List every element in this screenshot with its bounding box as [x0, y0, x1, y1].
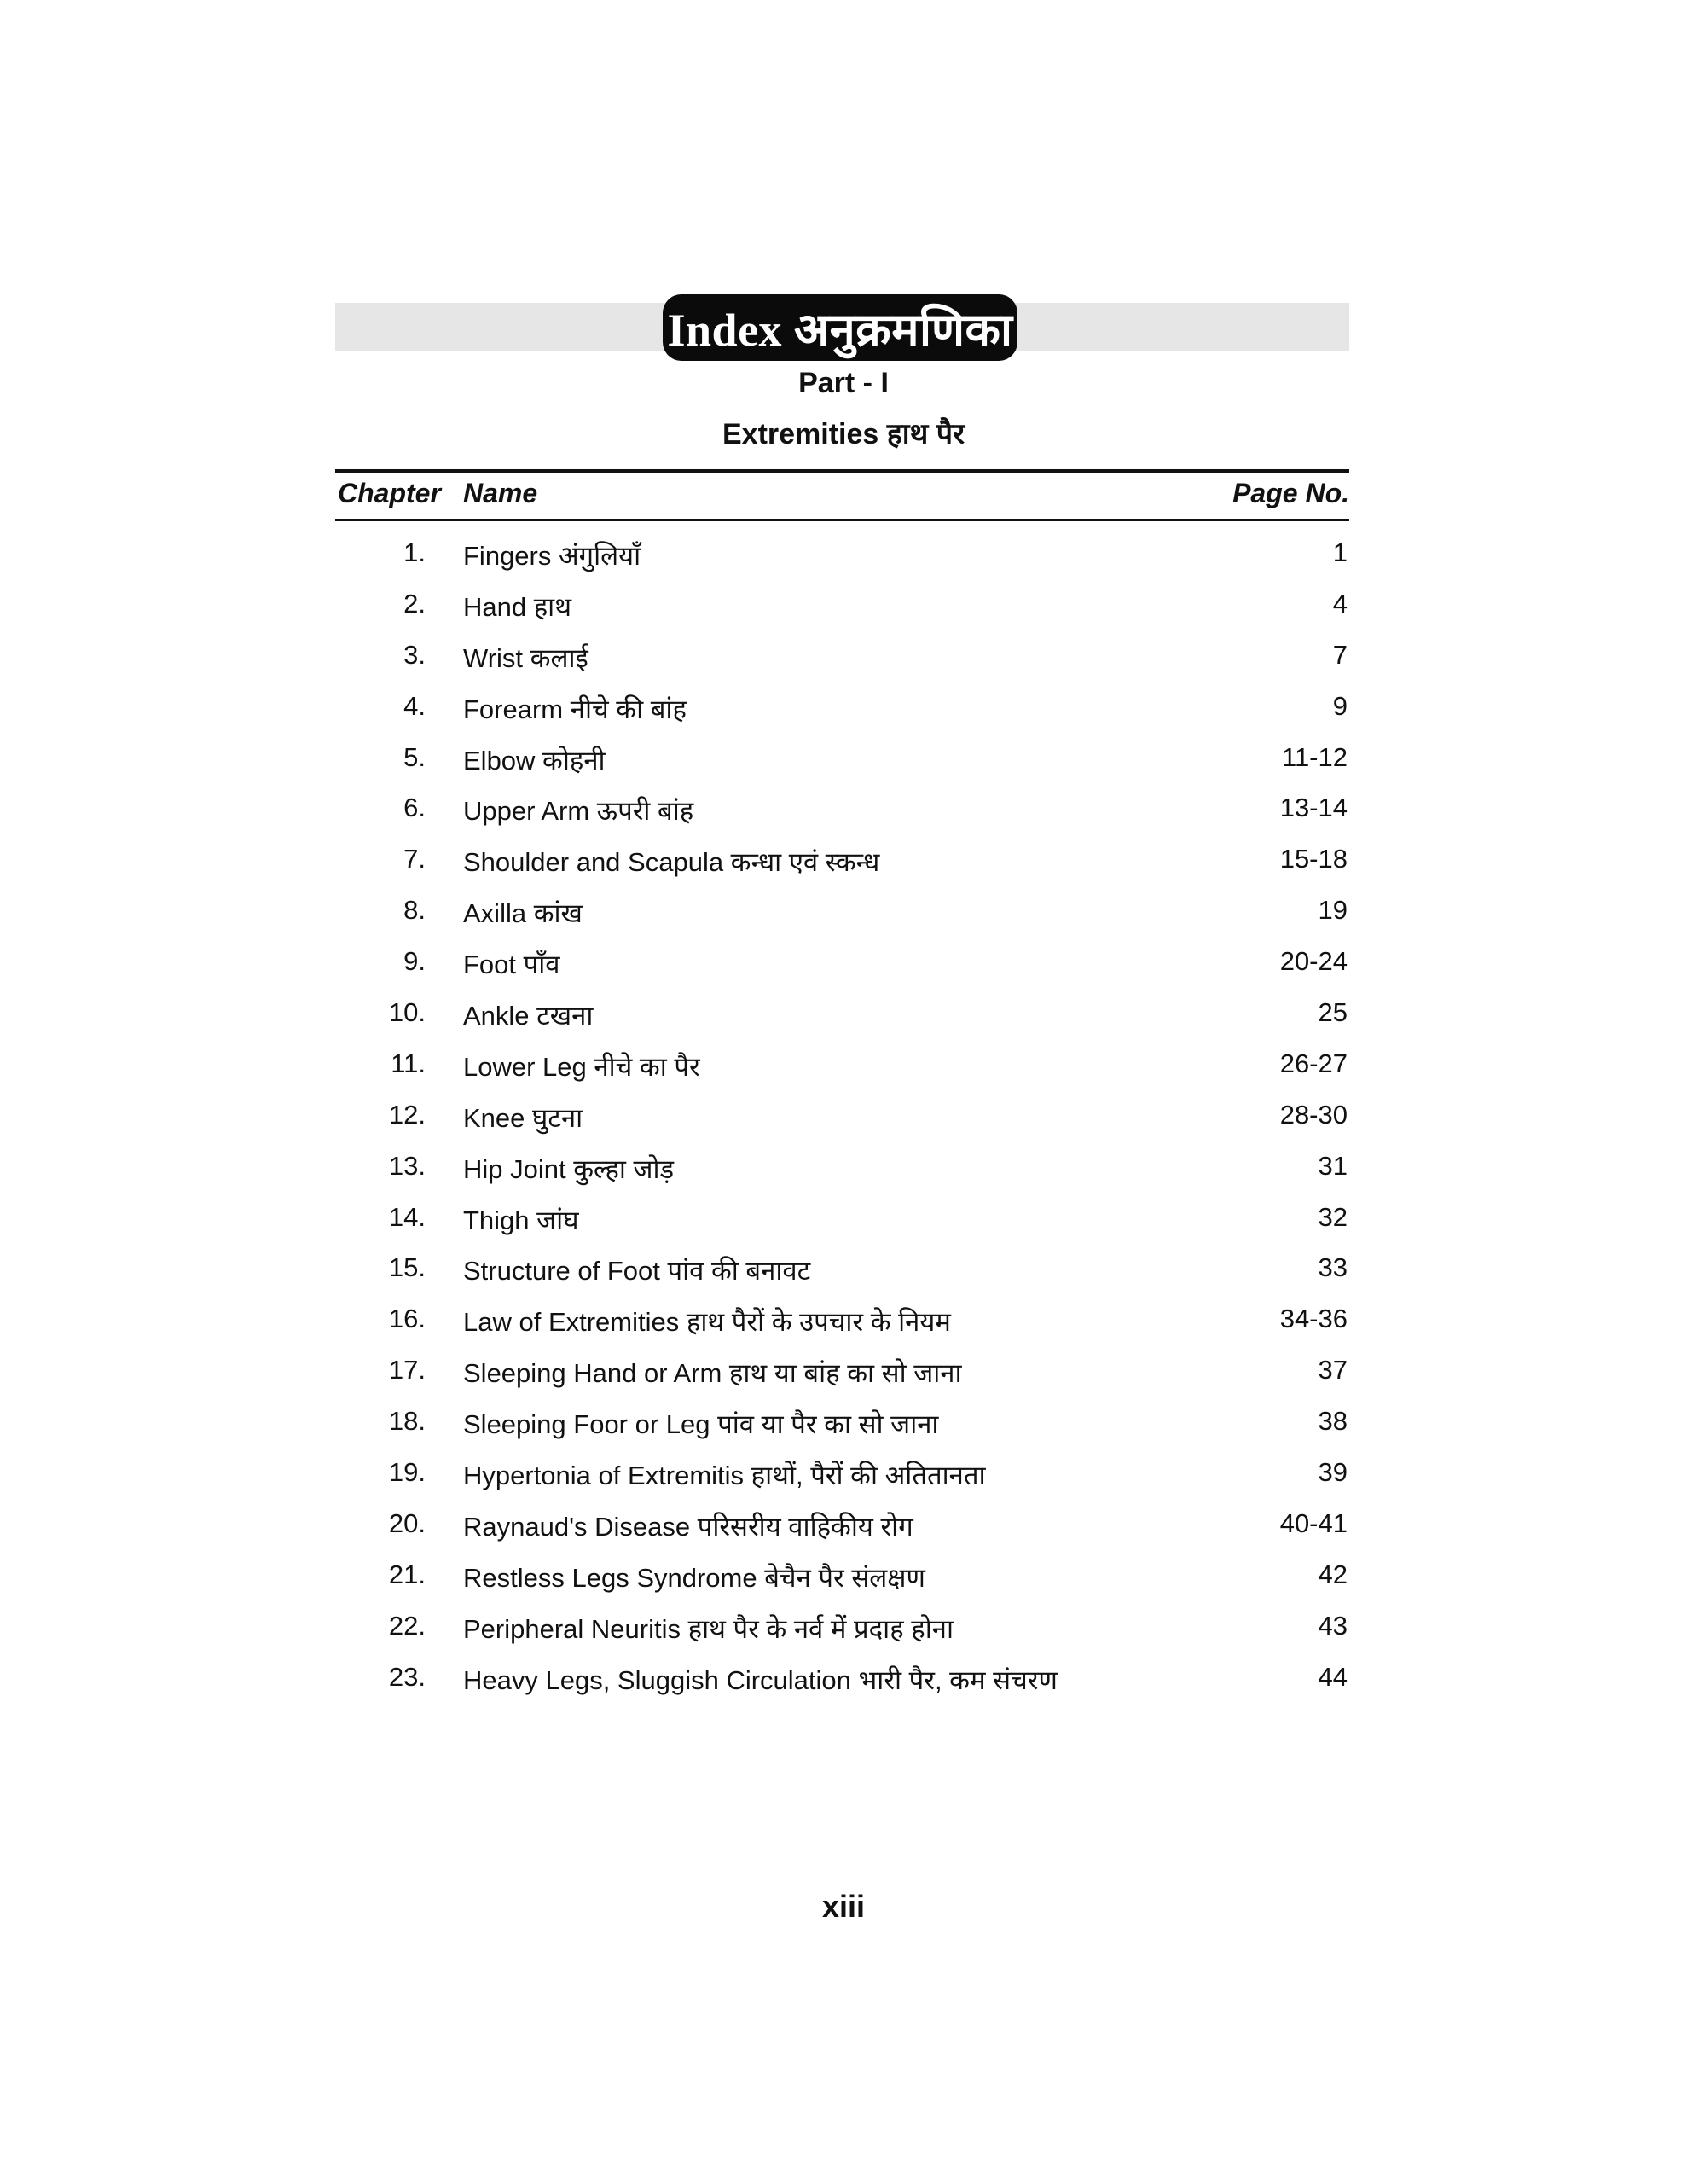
table-header-rule — [335, 519, 1349, 521]
table-row — [335, 1502, 1349, 1553]
chapter-page: 7 — [1332, 639, 1348, 670]
chapter-page: 4 — [1332, 588, 1348, 619]
table-row — [335, 1093, 1349, 1144]
table-row — [335, 939, 1349, 990]
chapter-name: Shoulder and Scapula कन्धा एवं स्कन्ध — [463, 847, 880, 878]
table-row — [335, 1297, 1349, 1348]
chapter-number: 1. — [403, 537, 426, 567]
chapter-name: Peripheral Neuritis हाथ पैर के नर्व में प्रदाह होना — [463, 1613, 954, 1644]
chapter-number: 5. — [403, 741, 426, 772]
chapter-name: Hypertonia of Extremitis हाथों, पैरों की अतितानता — [463, 1461, 986, 1491]
chapter-page: 31 — [1318, 1150, 1348, 1181]
page-title: Index अनुक्रमणिका — [663, 294, 1017, 361]
chapter-page: 19 — [1318, 895, 1348, 926]
table-row — [335, 531, 1349, 582]
table-row — [335, 888, 1349, 939]
chapter-name: Sleeping Foor or Leg पांव या पैर का सो जाना — [463, 1409, 939, 1440]
table-row — [335, 1450, 1349, 1502]
table-row — [335, 1399, 1349, 1450]
index-table-body — [335, 531, 1349, 1705]
chapter-page: 43 — [1318, 1610, 1348, 1641]
chapter-page: 9 — [1332, 690, 1348, 721]
chapter-name: Wrist कलाई — [463, 642, 588, 673]
chapter-name: Thigh जांघ — [463, 1205, 579, 1235]
chapter-number: 14. — [388, 1201, 426, 1232]
table-row — [335, 582, 1349, 633]
chapter-name: Ankle टखना — [463, 1001, 594, 1031]
chapter-page: 34-36 — [1279, 1304, 1348, 1334]
table-row — [335, 633, 1349, 684]
chapter-page: 11-12 — [1282, 741, 1348, 772]
chapter-page: 42 — [1318, 1559, 1348, 1589]
table-row — [335, 1144, 1349, 1195]
chapter-page: 44 — [1318, 1661, 1348, 1692]
chapter-number: 3. — [403, 639, 426, 670]
chapter-number: 23. — [388, 1661, 426, 1692]
chapter-name: Elbow कोहनी — [463, 745, 606, 775]
chapter-number: 12. — [388, 1099, 426, 1130]
chapter-name: Heavy Legs, Sluggish Circulation भारी पैर, कम संचरण — [463, 1664, 1058, 1695]
chapter-page: 20-24 — [1279, 946, 1348, 977]
chapter-number: 7. — [403, 844, 426, 874]
chapter-page: 32 — [1318, 1201, 1348, 1232]
chapter-page: 38 — [1318, 1406, 1348, 1437]
table-row — [335, 1348, 1349, 1399]
chapter-name: Sleeping Hand or Arm हाथ या बांह का सो जाना — [463, 1358, 962, 1389]
table-row — [335, 1604, 1349, 1655]
table-row — [335, 1195, 1349, 1246]
chapter-name: Upper Arm ऊपरी बांह — [463, 796, 694, 827]
chapter-number: 8. — [403, 895, 426, 926]
section-subtitle: Extremities हाथ पैर — [722, 418, 965, 450]
chapter-name: Foot पाँव — [463, 950, 560, 980]
chapter-number: 11. — [391, 1048, 426, 1078]
chapter-number: 9. — [403, 946, 426, 977]
chapter-page: 37 — [1318, 1355, 1348, 1385]
chapter-page: 26-27 — [1279, 1048, 1348, 1078]
chapter-name: Structure of Foot पांव की बनावट — [463, 1256, 811, 1287]
chapter-name: Knee घुटना — [463, 1102, 583, 1133]
chapter-page: 1 — [1332, 537, 1348, 567]
chapter-name: Raynaud's Disease परिसरीय वाहिकीय रोग — [463, 1511, 913, 1542]
column-header-page: Page No. — [1232, 478, 1349, 508]
chapter-number: 10. — [388, 997, 426, 1028]
table-row — [335, 837, 1349, 888]
chapter-number: 2. — [403, 588, 426, 619]
chapter-number: 6. — [403, 793, 426, 823]
page-number: xiii — [821, 1889, 866, 1924]
table-row — [335, 1553, 1349, 1604]
table-row — [335, 735, 1349, 787]
table-top-rule — [335, 469, 1349, 473]
chapter-name: Hand हाथ — [463, 591, 572, 622]
chapter-number: 20. — [388, 1507, 426, 1538]
chapter-page: 28-30 — [1279, 1099, 1348, 1130]
column-header-chapter: Chapter — [338, 478, 441, 508]
chapter-number: 19. — [388, 1457, 426, 1488]
chapter-name: Law of Extremities हाथ पैरों के उपचार के नियम — [463, 1307, 951, 1338]
chapter-page: 39 — [1318, 1457, 1348, 1488]
table-row — [335, 684, 1349, 735]
chapter-name: Forearm नीचे की बांह — [463, 694, 687, 724]
chapter-number: 4. — [403, 690, 426, 721]
table-row — [335, 990, 1349, 1042]
table-row — [335, 786, 1349, 837]
chapter-number: 22. — [388, 1610, 426, 1641]
chapter-page: 33 — [1318, 1252, 1348, 1283]
chapter-page: 15-18 — [1279, 844, 1348, 874]
chapter-page: 40-41 — [1279, 1507, 1348, 1538]
column-header-name: Name — [463, 478, 538, 508]
chapter-page: 25 — [1318, 997, 1348, 1028]
table-row — [335, 1246, 1349, 1297]
chapter-name: Axilla कांख — [463, 898, 583, 929]
chapter-name: Restless Legs Syndrome बेचैन पैर संलक्षण — [463, 1562, 925, 1593]
chapter-number: 15. — [388, 1252, 426, 1283]
chapter-number: 16. — [388, 1304, 426, 1334]
table-row — [335, 1042, 1349, 1093]
chapter-number: 13. — [388, 1150, 426, 1181]
chapter-name: Fingers अंगुलियाँ — [463, 541, 641, 571]
part-label: Part - I — [798, 367, 889, 399]
chapter-page: 13-14 — [1279, 793, 1348, 823]
chapter-number: 21. — [388, 1559, 426, 1589]
chapter-number: 18. — [388, 1406, 426, 1437]
table-row — [335, 1655, 1349, 1706]
chapter-name: Lower Leg नीचे का पैर — [463, 1051, 700, 1082]
chapter-name: Hip Joint कुल्हा जोड़ — [463, 1153, 675, 1184]
chapter-number: 17. — [388, 1355, 426, 1385]
